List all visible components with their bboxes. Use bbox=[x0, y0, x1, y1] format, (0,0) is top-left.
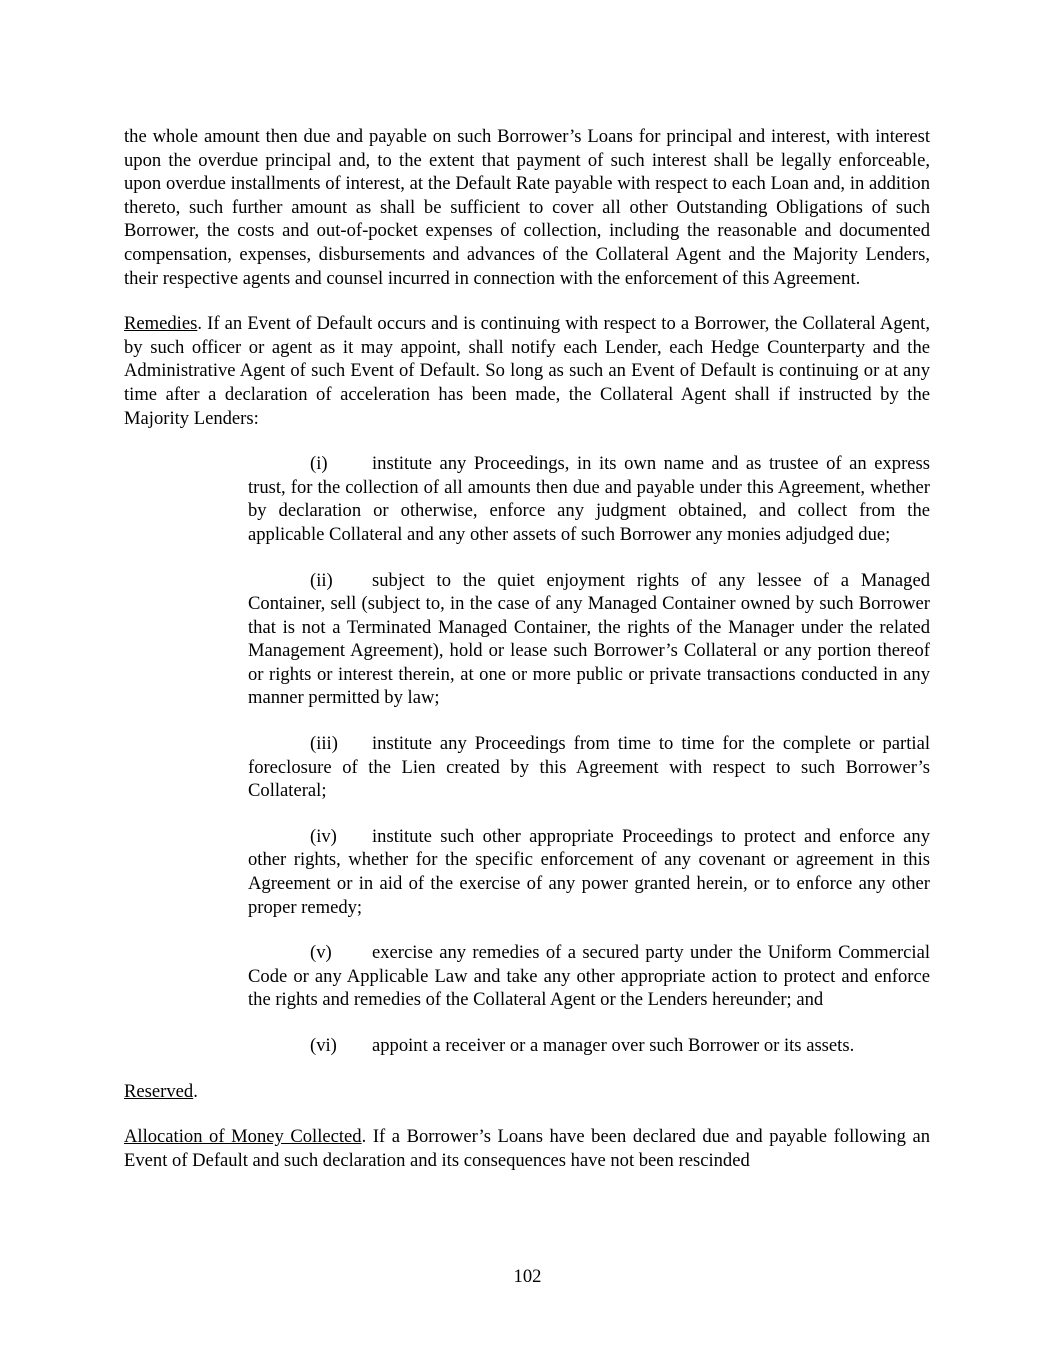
item-text: subject to the quiet enjoyment rights of any lessee of a Managed Container, sell (subject to, in the case of any Managed Container owned by such Borrower that is not a Terminated Managed Container, the rights of the Manager under the related Management Agreement), hold or lease such Borrower’s Collateral or any portion thereof or rights or interest therein, at one or more public or private transactions conducted in any manner permitted by law; bbox=[248, 569, 930, 709]
paragraph-remedies bbox=[124, 312, 930, 430]
reserved-text: . bbox=[193, 1080, 198, 1102]
item-number: (vi) bbox=[310, 1035, 337, 1056]
paragraph-continuation: the whole amount then due and payable on such Borrower’s Loans for principal and interest, with interest upon the overdue principal and, to the extent that payment of such interest shall be legally enforceable, upon overdue installments of interest, at the Default Rate payable with respect to each Loan and, in addition thereto, such further amount as shall be sufficient to cover all other Outstanding Obligations of such Borrower, the costs and out-of-pocket expenses of collection, including the reasonable and documented compensation, expenses, disbursements and advances of the Collateral Agent and the Majority Lenders, their respective agents and counsel incurred in connection with the enforcement of this Agreement. bbox=[124, 126, 930, 289]
item-number: (v) bbox=[310, 942, 332, 964]
item-number: (iii) bbox=[310, 733, 338, 755]
heading-remedies: Remedies bbox=[124, 313, 198, 335]
item-number: (ii) bbox=[310, 569, 333, 591]
paragraph-allocation bbox=[124, 1125, 930, 1172]
item-number: (iv) bbox=[310, 825, 337, 847]
item-text: institute any Proceedings, in its own name and as trustee of an express trust, for the collection of all amounts then due and payable under this Agreement, whether by declaration or otherwise, enforce any judgment obtained, and collect from the applicable Collateral and any other assets of such Borrower any monies adjudged due; bbox=[248, 453, 930, 545]
paragraph-reserved bbox=[124, 1080, 930, 1104]
page-number: 102 bbox=[513, 1266, 542, 1287]
heading-reserved: Reserved bbox=[124, 1080, 194, 1102]
item-text: appoint a receiver or a manager over such Borrower or its assets. bbox=[372, 1035, 855, 1056]
document-page bbox=[124, 125, 930, 1172]
item-text: institute any Proceedings from time to time for the complete or partial foreclosure of the Lien created by this Agreement with respect to such Borrower’s Collateral; bbox=[248, 733, 930, 802]
list-item-ii bbox=[248, 569, 930, 711]
list-item-i bbox=[248, 452, 930, 546]
list-item-vi bbox=[248, 1034, 930, 1058]
item-text: institute such other appropriate Proceedings to protect and enforce any other rights, whether for the specific enforcement of any covenant or agreement in this Agreement or in aid of the exercise of any power granted herein, or to enforce any other proper remedy; bbox=[248, 825, 930, 918]
heading-allocation: Allocation of Money Collected bbox=[124, 1126, 362, 1148]
remedies-text: . If an Event of Default occurs and is continuing with respect to a Borrower, the Collateral Agent, by such officer or agent as it may appoint, shall notify each Lender, each Hedge Counterparty and the Administrative Agent of such Event of Default. So long as such an Event of Default is continuing or at any time after a declaration of acceleration has been made, the Collateral Agent shall if instructed by the Majority Lenders: bbox=[124, 313, 930, 429]
list-item-iv bbox=[248, 825, 930, 919]
list-item-v bbox=[248, 941, 930, 1012]
allocation-text: . If a Borrower’s Loans have been declared due and payable following an Event of Default and such declaration and its consequences have not been rescinded bbox=[124, 1126, 930, 1171]
list-item-iii bbox=[248, 732, 930, 803]
item-number: (i) bbox=[310, 453, 328, 475]
item-text: exercise any remedies of a secured party under the Uniform Commercial Code or any Applicable Law and take any other appropriate action to protect and enforce the rights and remedies of the Collateral Agent or the Lenders hereunder; and bbox=[248, 942, 930, 1011]
